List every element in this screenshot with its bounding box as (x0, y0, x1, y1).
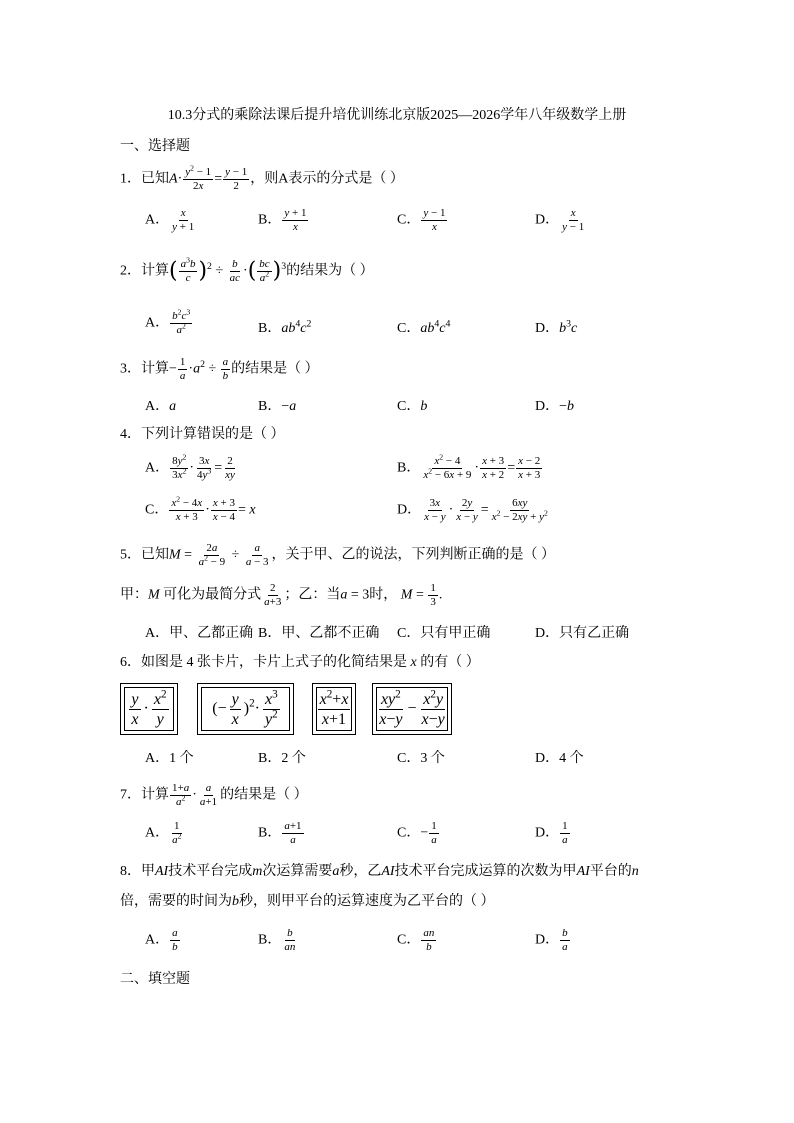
question-text: ，则A表示的分式是（ ） (250, 171, 404, 187)
q8-option-a[interactable]: A． $\frac{a}{b}$ (145, 927, 178, 953)
q7-option-a[interactable]: A． $\frac{1}{a^2}$ (145, 820, 182, 846)
q4-option-b[interactable]: B． $\frac{x^2 - 4}{x^2 - 6x + 9}$ · $\frac{x + 3}{x + 2}$ = $\frac{x - 2}{x + 3}$ (397, 452, 541, 481)
question-3: 3．计算− $\frac{1}{a}$ $\cdot a^2$ ÷ $\frac{a}{b}$ 的结果是（ ） (120, 356, 319, 382)
q8-option-c[interactable]: C． $\frac{an}{b}$ (397, 927, 435, 953)
q8-option-d[interactable]: D． $\frac{b}{a}$ (535, 927, 568, 953)
q7-option-d[interactable]: D． $\frac{1}{a}$ (535, 820, 568, 846)
q4-option-c[interactable]: C． $\frac{x^2 - 4x}{x + 3}$ · $\frac{x + 3}{x - 4}$ = x (145, 494, 256, 523)
document-title: 10.3分式的乘除法课后提升培优训练北京版2025—2026学年八年级数学上册 (167, 108, 627, 123)
q4-option-a[interactable]: A． $\frac{8y^2}{3x^2}$ · $\frac{3x}{4y^3}$ = $\frac{2}{xy}$ (145, 452, 235, 481)
question-number: 1． (120, 171, 141, 187)
q3-option-b[interactable]: B．−a (258, 399, 297, 414)
q2-option-c[interactable]: C．$ab^4c^4$ (397, 318, 451, 336)
question-2: 2．计算( $\frac{a^3b}{c}$ )$^2$ ÷ $\frac{b}{ac}$ ·( $\frac{bc}{a^2}$ )$^3$的结果为（ ） (120, 255, 374, 284)
q5-option-b[interactable]: B．甲、乙都不正确 (258, 626, 380, 641)
question-5-statement: 甲：M 可化为最简分式 $\frac{2}{a+3}$ ；乙：当a = 3时， M = $\frac{1}{3}$ . (120, 582, 443, 608)
q6-option-d[interactable]: D．4 个 (535, 751, 584, 766)
question-text: 已知 (141, 171, 169, 187)
q6-option-a[interactable]: A．1 个 (145, 751, 194, 766)
question-1: 1．已知A· $\frac{y^2 - 1}{2x}$ = $\frac{y - 1}{2}$ ，则A表示的分式是（ ） (120, 163, 404, 192)
q1-option-d[interactable]: D． $\frac{x}{y - 1}$ (535, 207, 585, 233)
q2-option-a[interactable]: A． $\frac{b^2c^3}{a^2}$ (145, 307, 191, 336)
card-2: (− $\frac{y}{x}$ )$^2$· $\frac{x^3}{y^2}$ (197, 683, 294, 735)
section-heading-fill: 二、填空题 (120, 972, 190, 987)
q1-option-c[interactable]: C． $\frac{y - 1}{x}$ (397, 207, 446, 233)
question-6: 6．如图是 4 张卡片，卡片上式子的化简结果是 x 的有（ ） (120, 655, 480, 670)
q2-option-d[interactable]: D．$b^3c$ (535, 318, 578, 336)
question-5: 5．已知M = $\frac{2a}{a^2 - 9}$ ÷ $\frac{a}{a - 3}$ ，关于甲、乙的说法，下列判断正确的是（ ） (120, 542, 556, 568)
q2-option-b[interactable]: B．$ab^4c^2$ (258, 318, 312, 336)
q5-option-d[interactable]: D．只有乙正确 (535, 626, 630, 641)
q7-option-c[interactable]: C．− $\frac{1}{a}$ (397, 820, 437, 846)
question-8: 8．甲AI技术平台完成m次运算需要a秒，乙AI技术平台完成运算的次数为甲AI平台的n (120, 864, 639, 879)
q5-option-c[interactable]: C．只有甲正确 (397, 626, 491, 641)
q1-option-a[interactable]: A． $\frac{x}{y + 1}$ (145, 207, 195, 233)
q8-option-b[interactable]: B． $\frac{b}{an}$ (258, 927, 296, 953)
q3-option-d[interactable]: D．−b (535, 399, 575, 414)
section-heading-choice: 一、选择题 (120, 139, 190, 154)
card-4: $\frac{xy^2}{x-y}$ − $\frac{x^2y}{x-y}$ (372, 683, 452, 735)
card-1: $\frac{y}{x}$ · $\frac{x^2}{y}$ (120, 683, 178, 735)
q5-option-a[interactable]: A．甲、乙都正确 (145, 626, 254, 641)
question-7: 7．计算 $\frac{1+a}{a^2}$ · $\frac{a}{a+1}$ 的结果是（ ） (120, 782, 308, 808)
question-4: 4．下列计算错误的是（ ） (120, 427, 285, 442)
q6-option-c[interactable]: C．3 个 (397, 751, 445, 766)
q4-option-d[interactable]: D． $\frac{3x}{x - y}$ · $\frac{2y}{x - y}$ = $\frac{6xy}{x^2 - 2xy + y^2}$ (397, 497, 548, 523)
question-8-line2: 倍，需要的时间为b秒，则甲平台的运算速度为乙平台的（ ） (120, 894, 495, 909)
q3-option-a[interactable]: A．a (145, 399, 177, 414)
q7-option-b[interactable]: B． $\frac{a+1}{a}$ (258, 820, 302, 846)
q6-option-b[interactable]: B．2 个 (258, 751, 306, 766)
card-3: $\frac{x^2+x}{x+1}$ (312, 683, 356, 735)
q1-option-b[interactable]: B． $\frac{y + 1}{x}$ (258, 207, 307, 233)
q3-option-c[interactable]: C．b (397, 399, 428, 414)
